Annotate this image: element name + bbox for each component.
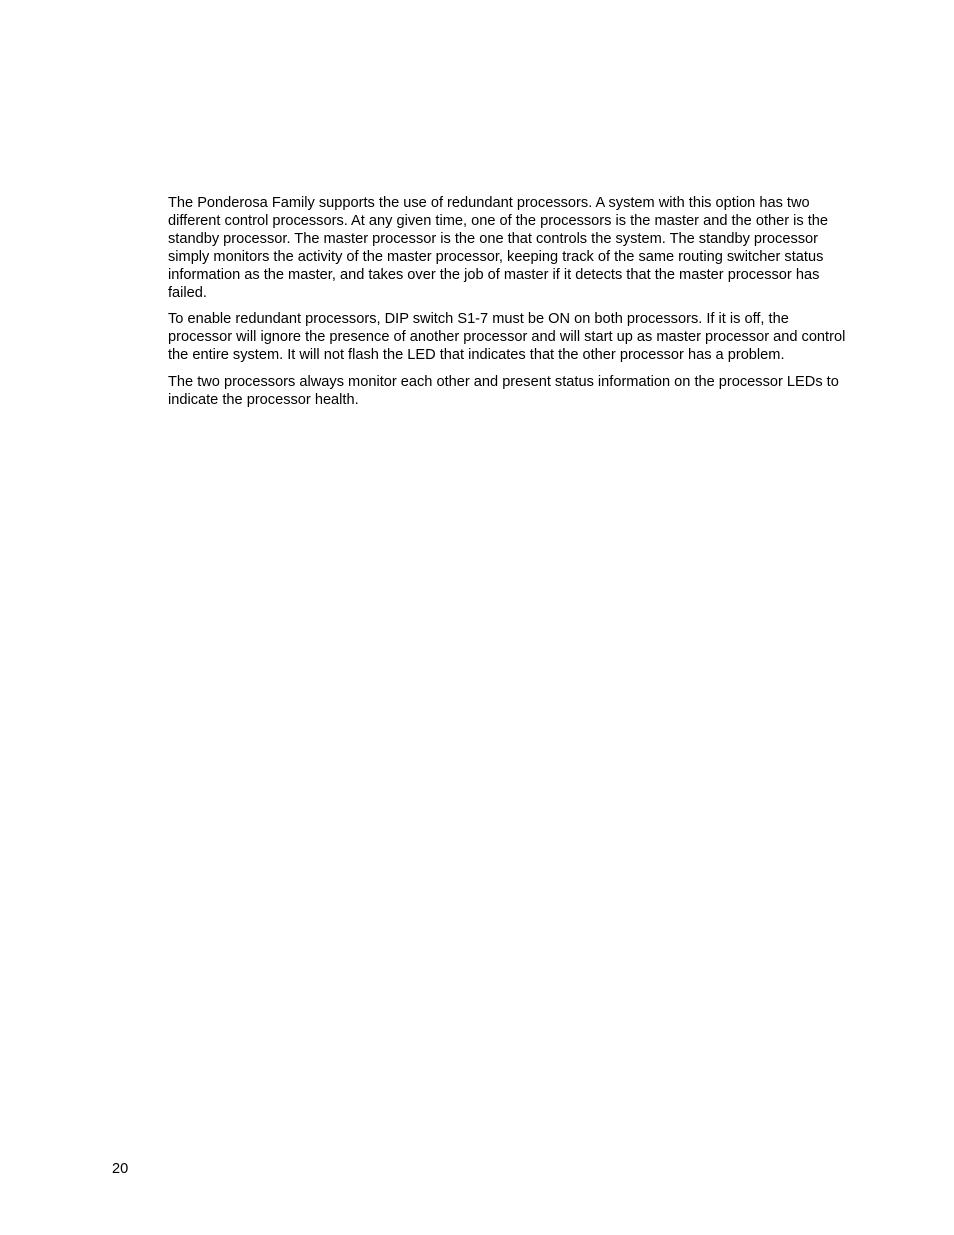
paragraph-dip-switch-setting: To enable redundant processors, DIP switch S1-7 must be ON on both processors. If it is off, the processor will ignore the presence of another processor and will start up as master processor and control the entire system. It will not flash the LED that indicates that the other processor has a problem. bbox=[168, 311, 846, 364]
paragraph-redundant-processors-intro: The Ponderosa Family supports the use of redundant processors. A system with this option has two different control processors. At any given time, one of the processors is the master and the other is the standby processor. The master processor is the one that controls the system. The standby processor simply monitors the activity of the master processor, keeping track of the same routing switcher status information as the master, and takes over the job of master if it detects that the master processor has failed. bbox=[168, 195, 829, 301]
body-text bbox=[168, 195, 848, 419]
page-number: 20 bbox=[112, 1161, 129, 1177]
paragraph-processor-monitoring: The two processors always monitor each other and present status information on the processor LEDs to indicate the processor health. bbox=[168, 374, 839, 409]
